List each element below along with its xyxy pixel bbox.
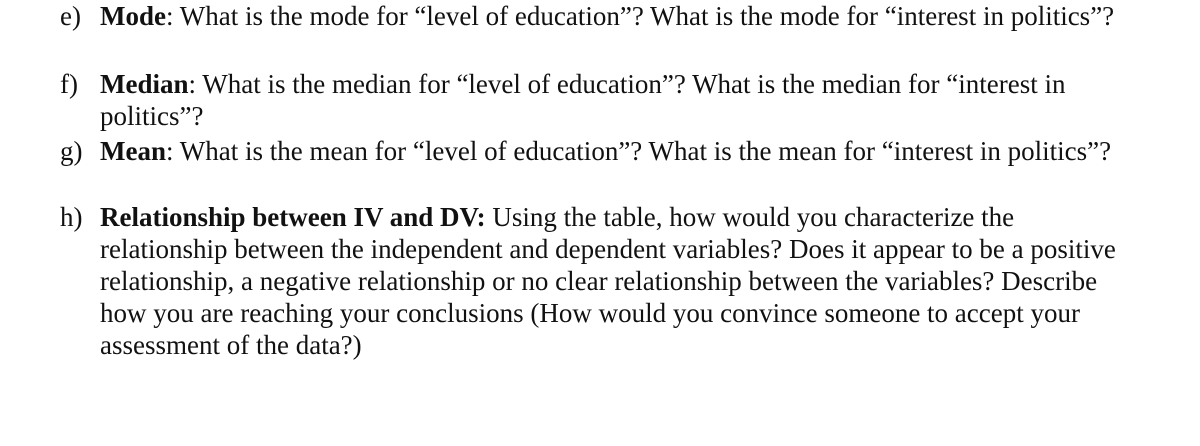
list-marker: e): [60, 1, 81, 31]
list-marker: g): [60, 136, 83, 166]
list-item-content: [100, 68, 1140, 132]
list-item-content: [100, 201, 1140, 361]
item-text: : What is the median for “level of education”? What is the median for “interest in politics”?: [100, 69, 1066, 131]
list-item-f: [0, 68, 1140, 132]
list-item-h: [0, 201, 1140, 361]
list-item-content: [100, 135, 1140, 167]
item-heading: Mean: [100, 136, 166, 166]
item-heading: Median: [100, 69, 189, 99]
item-heading: Mode: [100, 1, 166, 31]
list-marker: f): [60, 69, 78, 99]
item-text: : What is the mode for “level of education”? What is the mode for “interest in politics”?: [165, 1, 1115, 31]
list-marker: h): [60, 202, 83, 232]
item-text: Using the table, how would you characterize the relationship between the independent and dependent variables? Does it appear to be a positive relationship, a negative relationship or no clear relationship between the variables? Describe how you are reaching your conclusions (How would you convince someone to accept your assessment of the data?): [100, 202, 1116, 360]
item-heading: Relationship between IV and DV:: [100, 202, 486, 232]
list-item-g: [0, 135, 1140, 167]
item-text: : What is the mean for “level of education”? What is the mean for “interest in politics”?: [165, 136, 1112, 166]
list-item-content: [100, 0, 1140, 32]
list-item-e: [0, 0, 1140, 32]
